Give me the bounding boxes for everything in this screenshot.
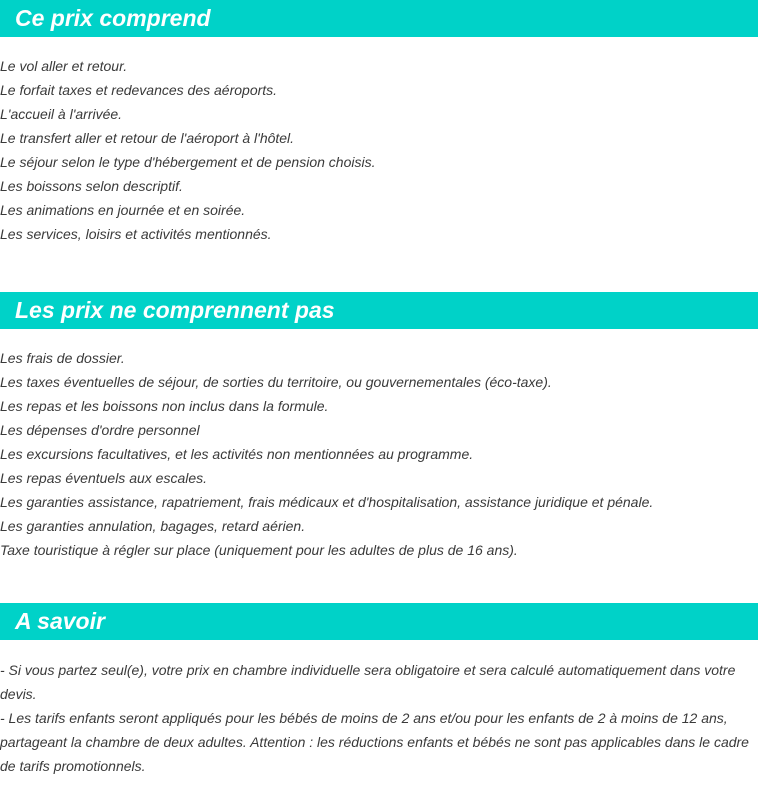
good-to-know-header — [0, 603, 758, 640]
price-excludes-header — [0, 292, 758, 329]
list-item: Le forfait taxes et redevances des aéroports. — [0, 82, 278, 98]
list-item: Le transfert aller et retour de l'aéroport à l'hôtel. — [0, 130, 295, 146]
list-item: Les services, loisirs et activités mentionnés. — [0, 226, 272, 242]
info-paragraph: - Si vous partez seul(e), votre prix en chambre individuelle sera obligatoire et sera calculé automatiquement dans votre devis. — [0, 662, 736, 702]
list-item: Les frais de dossier. — [0, 350, 125, 366]
price-includes-list — [0, 37, 758, 246]
list-item: Les repas et les boissons non inclus dans la formule. — [0, 398, 329, 414]
info-paragraph: - Les tarifs enfants seront appliqués pour les bébés de moins de 2 ans et/ou pour les enfants de 2 à moins de 12 ans, partageant la chambre de deux adultes. Attention : les réductions enfants et bébés ne sont pas applicables dans le cadre de tarifs promotionnels. — [0, 710, 749, 774]
list-item: Les dépenses d'ordre personnel — [0, 422, 200, 438]
price-excludes-section — [0, 292, 758, 562]
list-item: Taxe touristique à régler sur place (uniquement pour les adultes de plus de 16 ans). — [0, 542, 518, 558]
price-includes-title: Ce prix comprend — [15, 5, 211, 31]
good-to-know-section — [0, 603, 758, 778]
price-excludes-list — [0, 329, 758, 562]
price-excludes-title: Les prix ne comprennent pas — [15, 297, 335, 323]
good-to-know-body — [0, 640, 758, 778]
good-to-know-title: A savoir — [15, 608, 105, 634]
price-includes-header — [0, 0, 758, 37]
list-item: Les excursions facultatives, et les activités non mentionnées au programme. — [0, 446, 474, 462]
list-item: Les repas éventuels aux escales. — [0, 470, 208, 486]
list-item: Les taxes éventuelles de séjour, de sorties du territoire, ou gouvernementales (éco-taxe). — [0, 374, 552, 390]
list-item: Les animations en journée et en soirée. — [0, 202, 246, 218]
list-item: Les garanties assistance, rapatriement, frais médicaux et d'hospitalisation, assistance juridique et pénale. — [0, 494, 654, 510]
list-item: Les garanties annulation, bagages, retard aérien. — [0, 518, 306, 534]
price-includes-section — [0, 0, 758, 246]
list-item: Le vol aller et retour. — [0, 58, 128, 74]
list-item: L'accueil à l'arrivée. — [0, 106, 123, 122]
list-item: Les boissons selon descriptif. — [0, 178, 183, 194]
list-item: Le séjour selon le type d'hébergement et de pension choisis. — [0, 154, 376, 170]
